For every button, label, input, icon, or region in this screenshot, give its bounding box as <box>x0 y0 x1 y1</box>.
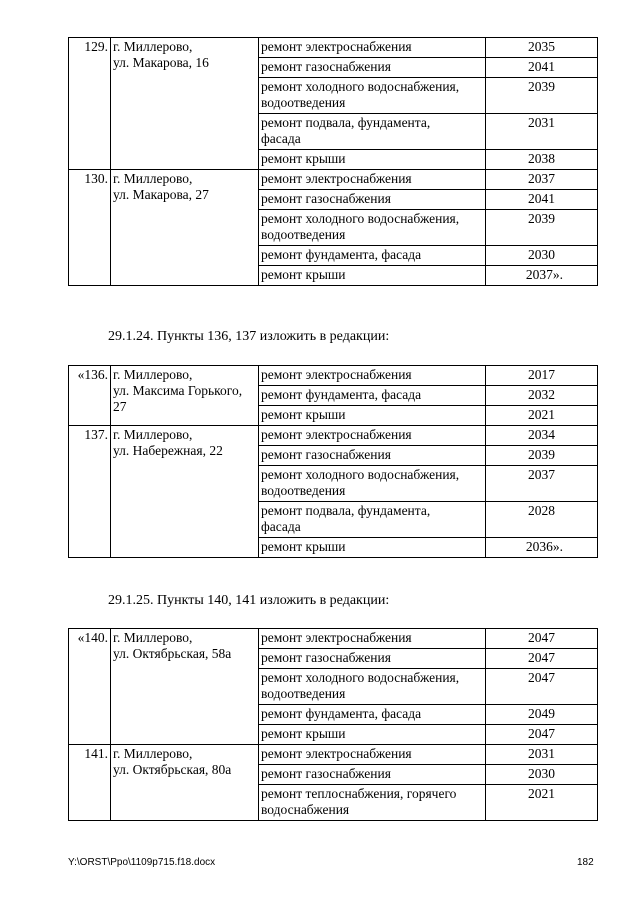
work-type-line: водоотведения <box>261 686 346 701</box>
address-street: ул. Набережная, 22 <box>113 443 223 458</box>
work-type: ремонт газоснабжения <box>259 58 486 78</box>
work-year: 2021 <box>486 785 598 821</box>
work-year: 2047 <box>486 669 598 705</box>
work-type-line: ремонт холодного водоснабжения, <box>261 79 460 94</box>
work-year: 2037 <box>486 170 598 190</box>
repair-table-2 <box>68 365 598 558</box>
work-type-line: фасада <box>261 131 301 146</box>
work-year: 2017 <box>486 366 598 386</box>
work-year: 2038 <box>486 150 598 170</box>
work-type: ремонт электроснабжения <box>259 629 486 649</box>
footer-file-path: Y:\ORST\Ppo\1109p715.f18.docx <box>68 857 216 868</box>
work-type: ремонт электроснабжения <box>259 366 486 386</box>
work-year: 2039 <box>486 446 598 466</box>
work-type <box>259 669 486 705</box>
work-year: 2049 <box>486 705 598 725</box>
work-year: 2030 <box>486 246 598 266</box>
address-city: г. Миллерово, <box>113 39 193 54</box>
work-type-line: ремонт подвала, фундамента, <box>261 115 431 130</box>
work-type <box>259 785 486 821</box>
work-year: 2031 <box>486 745 598 765</box>
work-type-line: ремонт холодного водоснабжения, <box>261 467 460 482</box>
work-type-line: водоотведения <box>261 227 346 242</box>
work-year: 2041 <box>486 58 598 78</box>
work-type: ремонт электроснабжения <box>259 38 486 58</box>
address-street: ул. Октябрьская, 58а <box>113 646 232 661</box>
item-address <box>111 426 259 558</box>
table-row <box>69 426 598 446</box>
item-number: 141. <box>69 745 111 821</box>
work-year: 2034 <box>486 426 598 446</box>
work-year: 2031 <box>486 114 598 150</box>
work-type: ремонт крыши <box>259 538 486 558</box>
work-type-line: фасада <box>261 519 301 534</box>
work-type <box>259 210 486 246</box>
work-type: ремонт фундамента, фасада <box>259 386 486 406</box>
work-type: ремонт крыши <box>259 150 486 170</box>
address-city: г. Миллерово, <box>113 367 193 382</box>
address-street: ул. Октябрьская, 80а <box>113 762 232 777</box>
footer-page-number: 182 <box>577 857 594 868</box>
work-type-line: ремонт холодного водоснабжения, <box>261 670 460 685</box>
work-type: ремонт газоснабжения <box>259 446 486 466</box>
work-type <box>259 466 486 502</box>
work-type-line: водоснабжения <box>261 802 350 817</box>
item-address <box>111 366 259 426</box>
table-row <box>69 170 598 190</box>
item-address <box>111 38 259 170</box>
work-year: 2028 <box>486 502 598 538</box>
address-city: г. Миллерово, <box>113 171 193 186</box>
amendment-paragraph-24: 29.1.24. Пункты 136, 137 изложить в редакции: <box>108 329 390 344</box>
work-year: 2030 <box>486 765 598 785</box>
work-type-line: ремонт подвала, фундамента, <box>261 503 431 518</box>
work-type: ремонт газоснабжения <box>259 649 486 669</box>
work-type: ремонт газоснабжения <box>259 190 486 210</box>
work-type-line: ремонт холодного водоснабжения, <box>261 211 460 226</box>
item-address <box>111 170 259 286</box>
work-year: 2032 <box>486 386 598 406</box>
item-number: 130. <box>69 170 111 286</box>
work-year: 2035 <box>486 38 598 58</box>
work-type-line: ремонт теплоснабжения, горячего <box>261 786 457 801</box>
item-address <box>111 629 259 745</box>
address-city: г. Миллерово, <box>113 630 193 645</box>
address-house: 27 <box>113 399 127 414</box>
work-type: ремонт крыши <box>259 725 486 745</box>
address-street: ул. Макарова, 16 <box>113 55 209 70</box>
work-type: ремонт фундамента, фасада <box>259 705 486 725</box>
work-type: ремонт крыши <box>259 266 486 286</box>
item-number: 137. <box>69 426 111 558</box>
work-type-line: водоотведения <box>261 95 346 110</box>
work-type: ремонт фундамента, фасада <box>259 246 486 266</box>
work-year: 2039 <box>486 210 598 246</box>
work-type: ремонт газоснабжения <box>259 765 486 785</box>
work-type: ремонт электроснабжения <box>259 170 486 190</box>
work-type <box>259 114 486 150</box>
amendment-paragraph-25: 29.1.25. Пункты 140, 141 изложить в редакции: <box>108 593 390 608</box>
table-row <box>69 38 598 58</box>
table-row <box>69 629 598 649</box>
item-number: «140. <box>69 629 111 745</box>
work-year: 2047 <box>486 629 598 649</box>
work-year: 2047 <box>486 725 598 745</box>
work-type <box>259 78 486 114</box>
item-number: «136. <box>69 366 111 426</box>
work-year: 2021 <box>486 406 598 426</box>
address-street: ул. Максима Горького, <box>113 383 243 398</box>
work-type: ремонт электроснабжения <box>259 745 486 765</box>
work-year: 2037 <box>486 466 598 502</box>
repair-table-1 <box>68 37 598 286</box>
address-city: г. Миллерово, <box>113 746 193 761</box>
work-year: 2036». <box>486 538 598 558</box>
table-row <box>69 745 598 765</box>
item-address <box>111 745 259 821</box>
work-year: 2039 <box>486 78 598 114</box>
address-street: ул. Макарова, 27 <box>113 187 209 202</box>
work-year: 2047 <box>486 649 598 669</box>
work-type-line: водоотведения <box>261 483 346 498</box>
work-type <box>259 502 486 538</box>
work-year: 2037». <box>486 266 598 286</box>
item-number: 129. <box>69 38 111 170</box>
work-year: 2041 <box>486 190 598 210</box>
work-type: ремонт электроснабжения <box>259 426 486 446</box>
address-city: г. Миллерово, <box>113 427 193 442</box>
repair-table-3 <box>68 628 598 821</box>
work-type: ремонт крыши <box>259 406 486 426</box>
table-row <box>69 366 598 386</box>
